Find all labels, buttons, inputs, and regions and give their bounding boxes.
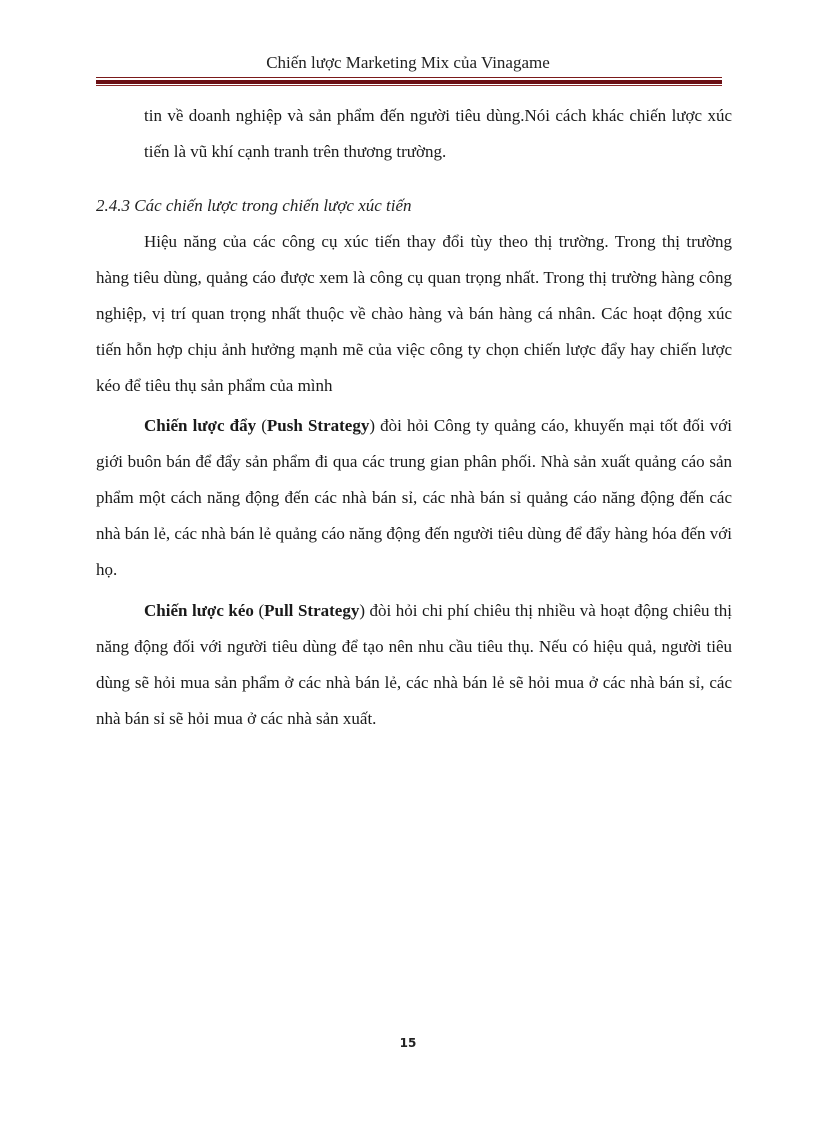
push-strategy-term: Chiến lược đẩy	[144, 416, 257, 435]
section-heading: 2.4.3 Các chiến lược trong chiến lược xúc tiến	[96, 196, 412, 215]
page-header-title: Chiến lược Marketing Mix của Vinagame	[266, 53, 550, 72]
push-strategy-english: Push Strategy	[266, 416, 370, 435]
header-rule-thin-bottom	[96, 85, 722, 86]
paragraph-push-strategy	[96, 408, 732, 588]
paragraph-pull-strategy	[96, 593, 732, 737]
pull-strategy-term: Chiến lược kéo	[144, 601, 254, 620]
paragraph-tool-effectiveness: Hiệu năng của các công cụ xúc tiến thay đổi tùy theo thị trường. Trong thị trường hàng tiêu dùng, quảng cáo được xem là công cụ quan trọng nhất. Trong thị trường hàng công nghiệp, vị trí quan trọng nhất thuộc về chào hàng và bán hàng cá nhân. Các hoạt động xúc tiến hỗn hợp chịu ảnh hưởng mạnh mẽ của việc công ty chọn chiến lược đẩy hay chiến lược kéo để tiêu thụ sản phẩm của mình	[96, 232, 732, 395]
pull-open-paren: (	[253, 601, 265, 620]
push-open-paren: (	[256, 416, 267, 435]
header-rule-thick	[96, 80, 722, 84]
header-rule-thin-top	[96, 77, 722, 78]
push-strategy-text: ) đòi hỏi Công ty quảng cáo, khuyến mại tốt đối với giới buôn bán để đẩy sản phẩm đi qua các trung gian phân phối. Nhà sản xuất quảng cáo sản phẩm một cách năng động đến các nhà bán sỉ, các nhà bán sỉ quảng cáo năng động đến các nhà bán lẻ, các nhà bán lẻ quảng cáo năng động đến người tiêu dùng để đẩy hàng hóa đến với họ.	[96, 416, 732, 579]
pull-strategy-text: ) đòi hỏi chi phí chiêu thị nhiều và hoạt động chiêu thị năng động đối với người tiêu dùng để tạo nên nhu cầu tiêu thụ. Nếu có hiệu quả, người tiêu dùng sẽ hỏi mua sản phẩm ở các nhà bán lẻ, các nhà bán lẻ sẽ hỏi mua ở các nhà bán sỉ, các nhà bán sỉ sẽ hỏi mua ở các nhà sản xuất.	[96, 601, 732, 728]
page-number: 15	[399, 1036, 417, 1050]
pull-strategy-english: Pull Strategy	[264, 601, 360, 620]
intro-paragraph: tin về doanh nghiệp và sản phẩm đến người tiêu dùng.Nói cách khác chiến lược xúc tiến là vũ khí cạnh tranh trên thương trường.	[144, 106, 732, 161]
